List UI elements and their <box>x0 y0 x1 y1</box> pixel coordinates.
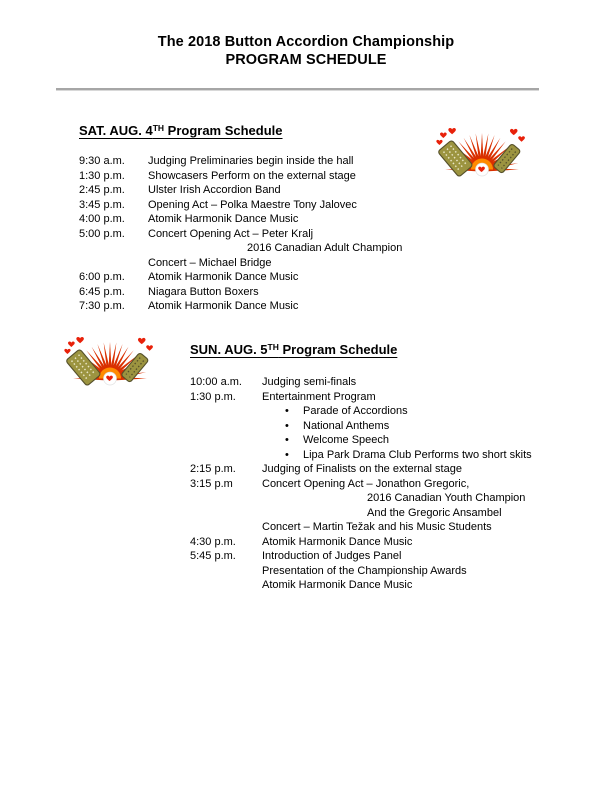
saturday-heading-prefix: SAT. AUG. 4 <box>79 123 153 138</box>
time-label: 2:45 p.m. <box>79 184 125 197</box>
schedule-row <box>79 270 402 285</box>
schedule-row <box>190 491 532 506</box>
schedule-row <box>190 375 532 390</box>
schedule-row <box>79 198 402 213</box>
schedule-row <box>190 390 532 405</box>
event-text: Concert Opening Act – Peter Kralj <box>148 227 314 240</box>
saturday-heading <box>79 123 283 140</box>
event-text: Judging of Finalists on the external stage <box>262 463 462 476</box>
time-label <box>79 241 148 256</box>
time-label <box>190 448 262 463</box>
event-text: Atomik Harmonik Dance Music <box>148 271 299 284</box>
schedule-row <box>190 433 532 448</box>
schedule-row <box>190 549 532 564</box>
time-label: 5:45 p.m. <box>190 550 236 563</box>
bullet-item-text: • Welcome Speech <box>262 433 389 448</box>
time-label <box>190 564 262 579</box>
document-title-line2: PROGRAM SCHEDULE <box>225 52 387 68</box>
schedule-row <box>190 477 532 492</box>
event-text: Concert – Michael Bridge <box>148 256 272 269</box>
sunday-heading-text <box>190 342 397 357</box>
time-label: 3:15 p.m <box>190 477 233 490</box>
time-label <box>190 491 262 506</box>
schedule-row <box>190 506 532 521</box>
time-label: 10:00 a.m. <box>190 376 242 388</box>
time-label: 9:30 a.m. <box>79 155 125 167</box>
event-text: Atomik Harmonik Dance Music <box>262 579 413 592</box>
time-label: 7:30 p.m. <box>79 300 125 313</box>
sunday-heading-ordinal: TH <box>267 341 279 352</box>
event-text: Concert – Martin Težak and his Music Students <box>262 521 492 534</box>
time-label: 6:45 p.m. <box>79 285 125 298</box>
sunday-schedule-list <box>190 375 532 593</box>
event-text: Concert Opening Act – Jonathon Gregoric, <box>262 477 470 490</box>
time-label: 4:00 p.m. <box>79 213 125 226</box>
time-label: 5:00 p.m. <box>79 227 125 240</box>
time-label: 6:00 p.m. <box>79 271 125 284</box>
bullet-item-text: • Lipa Park Drama Club Performs two short skits <box>262 448 532 463</box>
event-text: Judging semi-finals <box>262 376 357 388</box>
event-text: Introduction of Judges Panel <box>262 550 402 563</box>
schedule-row <box>79 256 402 271</box>
event-text: Presentation of the Championship Awards <box>262 564 467 577</box>
schedule-row <box>190 578 532 593</box>
bullet-item-text: • National Anthems <box>262 419 389 434</box>
schedule-row <box>190 404 532 419</box>
time-label: 4:30 p.m. <box>190 535 236 548</box>
time-label: 1:30 p.m. <box>79 169 125 182</box>
time-label <box>190 578 262 593</box>
saturday-heading-ordinal: TH <box>152 122 165 133</box>
schedule-row <box>79 212 402 227</box>
time-label <box>79 256 148 271</box>
schedule-row <box>190 520 532 535</box>
saturday-heading-text <box>79 123 283 138</box>
time-label: 3:45 p.m. <box>79 198 125 211</box>
horizontal-rule <box>56 88 539 91</box>
time-label: 2:15 p.m. <box>190 463 236 476</box>
event-text: Opening Act – Polka Maestre Tony Jalovec <box>148 198 357 211</box>
schedule-row <box>79 169 402 184</box>
time-label <box>190 419 262 434</box>
event-text: Judging Preliminaries begin inside the hall <box>148 155 354 167</box>
time-label: 1:30 p.m. <box>190 390 236 403</box>
event-text: Atomik Harmonik Dance Music <box>148 300 299 313</box>
schedule-row <box>190 564 532 579</box>
schedule-row <box>79 241 402 256</box>
event-text: And the Gregoric Ansambel <box>367 506 502 519</box>
schedule-row <box>190 535 532 550</box>
event-text: Entertainment Program <box>262 390 376 403</box>
schedule-row <box>79 154 402 169</box>
schedule-row <box>79 285 402 300</box>
schedule-row <box>79 299 402 314</box>
time-label <box>190 506 262 521</box>
schedule-row <box>190 448 532 463</box>
event-text: Atomik Harmonik Dance Music <box>262 535 413 548</box>
schedule-row <box>190 462 532 477</box>
accordion-clipart <box>64 336 156 388</box>
sunday-heading-suffix: Program Schedule <box>278 342 398 357</box>
event-text: Ulster Irish Accordion Band <box>148 184 281 197</box>
schedule-row <box>79 227 402 242</box>
event-text: 2016 Canadian Youth Champion <box>367 492 526 505</box>
time-label <box>190 433 262 448</box>
bullet-item-text: • Parade of Accordions <box>262 404 408 419</box>
accordion-clipart <box>436 127 528 179</box>
time-label <box>190 520 262 535</box>
event-text: Showcasers Perform on the external stage <box>148 169 356 182</box>
schedule-row <box>190 419 532 434</box>
sunday-heading-prefix: SUN. AUG. 5 <box>190 342 268 357</box>
saturday-heading-suffix: Program Schedule <box>164 123 283 138</box>
event-text: 2016 Canadian Adult Champion <box>247 242 403 255</box>
sunday-heading <box>190 342 397 359</box>
schedule-row <box>79 183 402 198</box>
document-title <box>0 33 612 69</box>
saturday-schedule-list <box>79 154 402 314</box>
event-text: Atomik Harmonik Dance Music <box>148 213 299 226</box>
document-title-line1: The 2018 Button Accordion Championship <box>157 34 455 50</box>
time-label <box>190 404 262 419</box>
event-text: Niagara Button Boxers <box>148 285 259 298</box>
